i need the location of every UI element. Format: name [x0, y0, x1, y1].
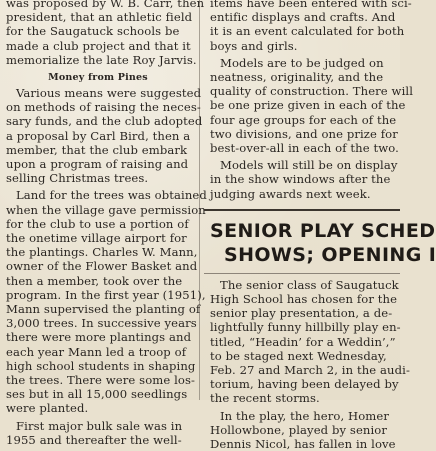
- text-line: 3,000 trees. In successive years: [6, 316, 197, 331]
- text-line: quality of construction. There will: [210, 84, 413, 99]
- right-paragraph-2: [204, 158, 400, 201]
- text-line: entific displays and crafts. And: [210, 10, 396, 25]
- text-line: be one prize given in each of the: [210, 98, 406, 113]
- text-line: Land for the trees was obtained: [16, 188, 207, 203]
- text-line: memorialize the late Roy Jarvis.: [6, 52, 197, 67]
- text-line: then a member, took over the: [6, 273, 183, 288]
- text-line: Models are to be judged on: [220, 55, 384, 70]
- text-line: Hollowbone, played by senior: [210, 422, 388, 437]
- left-top-paragraph: [0, 0, 205, 67]
- text-line: president, that an athletic field: [6, 10, 193, 25]
- right-top-paragraph: [204, 0, 412, 53]
- right-paragraph-1: [204, 55, 413, 156]
- text-line: were planted.: [6, 401, 89, 416]
- subheading-money-from-pines: Money from Pines: [48, 72, 148, 84]
- text-line: each year Mann led a troop of: [6, 344, 187, 359]
- text-line: the onetime village airport for: [6, 231, 187, 246]
- text-line: on methods of raising the neces-: [6, 100, 201, 115]
- text-line: two divisions, and one prize for: [210, 126, 398, 141]
- text-line: senior play presentation, a de-: [210, 306, 393, 321]
- text-line: 1955 and thereafter the well-: [6, 432, 182, 447]
- text-line: sary funds, and the club adopted: [6, 114, 203, 129]
- text-line: First major bulk sale was in: [16, 418, 183, 433]
- left-paragraph-3: [0, 419, 196, 447]
- text-line: best-over-all in each of the two.: [210, 141, 399, 156]
- text-line: items have been entered with sci-: [210, 0, 412, 10]
- left-column: [0, 0, 207, 447]
- text-line: in the show windows after the: [210, 172, 391, 187]
- text-line: the plantings. Charles W. Mann,: [6, 245, 198, 260]
- text-line: The senior class of Saugatuck: [220, 277, 399, 292]
- headline-line-1: SENIOR PLAY SCHED: [210, 219, 436, 242]
- right-column: [204, 0, 436, 451]
- text-line: four age groups for each of the: [210, 112, 397, 127]
- left-paragraph-1: [0, 86, 203, 186]
- text-line: for the club to use a portion of: [6, 216, 189, 231]
- text-line: to be staged next Wednesday,: [210, 348, 387, 363]
- text-line: owner of the Flower Basket and: [6, 259, 198, 274]
- text-line: there were more plantings and: [6, 330, 192, 345]
- text-line: Models will still be on display: [220, 158, 398, 173]
- text-line: Dennis Nicol, has fallen in love: [210, 437, 396, 451]
- text-line: Mann supervised the planting of: [6, 302, 201, 317]
- text-line: program. In the first year (1951),: [6, 287, 206, 302]
- text-line: High School has chosen for the: [210, 292, 398, 307]
- text-line: ses but in all 15,000 seedlings: [6, 387, 188, 402]
- text-line: was proposed by W. B. Carr, then: [6, 0, 205, 10]
- text-line: the recent storms.: [210, 391, 320, 406]
- left-paragraph-2: [0, 188, 207, 416]
- text-line: judging awards next week.: [210, 186, 371, 201]
- right-paragraph-3: [204, 277, 410, 406]
- text-line: Various means were suggested: [16, 86, 202, 101]
- text-line: neatness, originality, and the: [210, 70, 384, 85]
- headline-line-2: SHOWS; OPENING I: [224, 243, 436, 266]
- text-line: titled, “Headin’ for a Weddin’,”: [210, 334, 396, 349]
- text-line: In the play, the hero, Homer: [220, 408, 390, 423]
- right-paragraph-4: [204, 409, 400, 451]
- text-line: for the Saugatuck schools be: [6, 24, 180, 39]
- text-line: a proposal by Carl Bird, then a: [6, 128, 191, 143]
- text-line: member, that the club embark: [6, 142, 188, 157]
- text-line: when the village gave permission: [6, 202, 206, 217]
- text-line: selling Christmas trees.: [6, 171, 149, 186]
- text-line: torium, having been delayed by: [210, 377, 399, 392]
- text-line: made a club project and that it: [6, 38, 191, 53]
- text-line: upon a program of raising and: [6, 157, 189, 172]
- text-line: the trees. There were some los-: [6, 373, 196, 388]
- headline-block: [204, 209, 436, 274]
- text-line: boys and girls.: [210, 38, 298, 53]
- text-line: high school students in shaping: [6, 358, 196, 373]
- text-line: it is an event calculated for both: [210, 24, 405, 39]
- text-line: Feb. 27 and March 2, in the audi-: [210, 363, 410, 378]
- text-line: lightfully funny hillbilly play en-: [210, 320, 401, 335]
